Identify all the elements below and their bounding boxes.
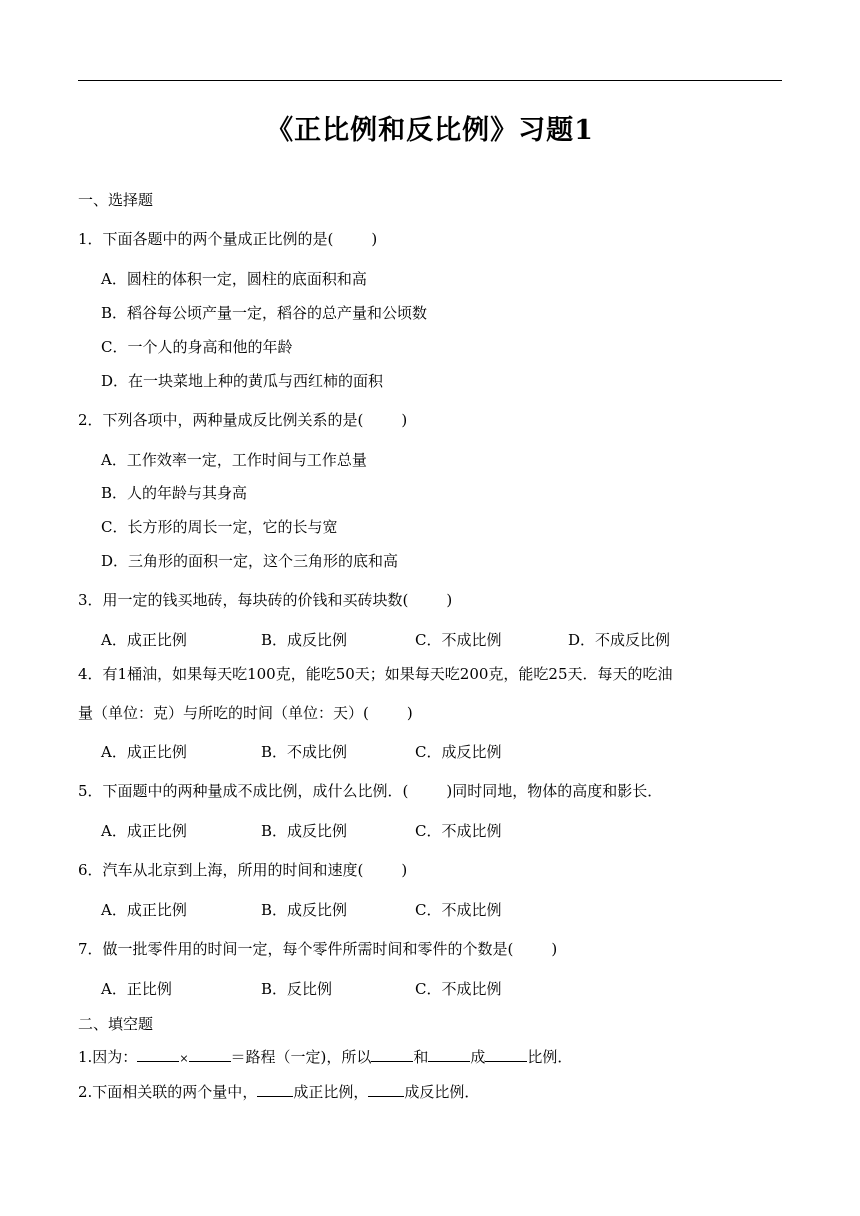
fill-blank[interactable] <box>137 1047 179 1062</box>
q5-option-c: C．不成比例 <box>415 822 502 840</box>
question-1: 1．下面各题中的两个量成正比例的是( ) <box>78 230 378 248</box>
q3-option-d: D．不成反比例 <box>568 631 671 649</box>
fill-blank[interactable] <box>428 1047 470 1062</box>
section-fill-heading: 二、填空题 <box>78 1015 154 1033</box>
question-2: 2．下列各项中，两种量成反比例关系的是( ) <box>78 411 408 429</box>
question-4-line-1: 4．有1桶油，如果每天吃100克，能吃50天；如果每天吃200克，能吃25天．每天的吃油 <box>78 665 673 683</box>
q5-option-b: B．成反比例 <box>261 822 348 840</box>
q3-option-b: B．成反比例 <box>261 631 348 649</box>
question-3: 3．用一定的钱买地砖，每块砖的价钱和买砖块数( ) <box>78 591 453 609</box>
q2-option-d: D．三角形的面积一定，这个三角形的底和高 <box>101 552 399 570</box>
fill-blank[interactable] <box>189 1047 231 1062</box>
section-choice-heading: 一、选择题 <box>78 191 154 209</box>
q6-option-a: A．成正比例 <box>101 901 187 919</box>
q7-option-a: A．正比例 <box>101 980 172 998</box>
q2-option-c: C．长方形的周长一定，它的长与宽 <box>101 518 338 536</box>
q1-option-c: C．一个人的身高和他的年龄 <box>101 338 293 356</box>
question-5: 5．下面题中的两种量成不成比例，成什么比例．( )同时同地，物体的高度和影长． <box>78 782 663 800</box>
fill-blank[interactable] <box>368 1082 404 1097</box>
q2-option-b: B．人的年龄与其身高 <box>101 484 248 502</box>
q4-option-b: B．不成比例 <box>261 743 348 761</box>
q4-option-c: C．成反比例 <box>415 743 502 761</box>
question-4-line-2: 量（单位：克）与所吃的时间（单位：天）( ) <box>78 704 413 722</box>
fill-blank[interactable] <box>485 1047 527 1062</box>
q7-option-c: C．不成比例 <box>415 980 502 998</box>
fill-question-1: 1.因为： × ＝路程（一定)，所以 和 成 比例． <box>78 1048 573 1066</box>
question-3-text: 3．用一定的钱买地砖，每块砖的价钱和买砖块数( <box>78 591 409 609</box>
q1-option-a: A．圆柱的体积一定，圆柱的底面积和高 <box>101 270 367 288</box>
q7-option-b: B．反比例 <box>261 980 333 998</box>
question-2-text: 2．下列各项中，两种量成反比例关系的是( <box>78 411 364 429</box>
fill-blank[interactable] <box>371 1047 413 1062</box>
q6-option-c: C．不成比例 <box>415 901 502 919</box>
question-1-text: 1．下面各题中的两个量成正比例的是( <box>78 230 334 248</box>
fill-blank[interactable] <box>257 1082 293 1097</box>
question-7: 7．做一批零件用的时间一定，每个零件所需时间和零件的个数是( ) <box>78 940 558 958</box>
q6-option-b: B．成反比例 <box>261 901 348 919</box>
fill-question-2: 2.下面相关联的两个量中， 成正比例， 成反比例． <box>78 1083 480 1101</box>
q3-option-a: A．成正比例 <box>101 631 187 649</box>
q1-option-b: B．稻谷每公顷产量一定，稻谷的总产量和公顷数 <box>101 304 428 322</box>
q3-option-c: C．不成比例 <box>415 631 502 649</box>
q5-option-a: A．成正比例 <box>101 822 187 840</box>
q1-option-d: D．在一块菜地上种的黄瓜与西红柿的面积 <box>101 372 384 390</box>
q2-option-a: A．工作效率一定，工作时间与工作总量 <box>101 451 367 469</box>
question-6: 6．汽车从北京到上海，所用的时间和速度( ) <box>78 861 408 879</box>
header-rule <box>78 80 782 81</box>
q4-option-a: A．成正比例 <box>101 743 187 761</box>
page-title: 《正比例和反比例》习题1 <box>266 115 594 146</box>
